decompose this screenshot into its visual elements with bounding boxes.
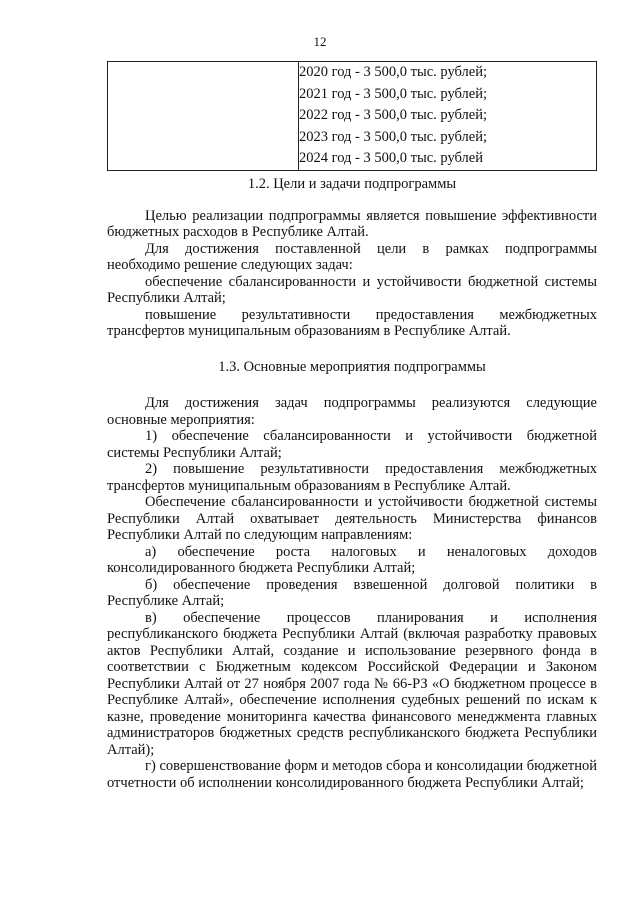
- paragraph: 2) повышение результативности предоставления межбюджетных трансфертов муниципальным образованиям в Республике Алтай.: [107, 461, 597, 494]
- paragraph: Целью реализации подпрограммы является повышение эффективности бюджетных расходов в Республике Алтай.: [107, 207, 597, 240]
- paragraph: б) обеспечение проведения взвешенной долговой политики в Республике Алтай;: [107, 576, 597, 609]
- page-number: 12: [313, 34, 327, 49]
- funding-line-2021: 2021 год - 3 500,0 тыс. рублей;: [299, 85, 487, 102]
- table-row: [108, 62, 597, 171]
- paragraph: повышение результативности предоставления межбюджетных трансфертов муниципальным образованиям в Республике Алтай.: [107, 306, 597, 339]
- funding-line-2020: 2020 год - 3 500,0 тыс. рублей;: [299, 64, 487, 80]
- section-heading-activities: 1.3. Основные мероприятия подпрограммы: [218, 358, 486, 375]
- paragraph: а) обеспечение роста налоговых и неналоговых доходов консолидированного бюджета Республики Алтай;: [107, 543, 597, 576]
- paragraph: обеспечение сбалансированности и устойчивости бюджетной системы Республики Алтай;: [107, 273, 597, 306]
- document-body: [107, 176, 597, 791]
- funding-line-2023: 2023 год - 3 500,0 тыс. рублей;: [299, 128, 487, 145]
- table-cell-empty: [108, 62, 299, 171]
- paragraph: 1) обеспечение сбалансированности и устойчивости бюджетной системы Республики Алтай;: [107, 428, 597, 461]
- table-cell-funding: [299, 62, 597, 171]
- funding-line-2022: 2022 год - 3 500,0 тыс. рублей;: [299, 107, 487, 124]
- paragraph: Для достижения поставленной цели в рамках подпрограммы необходимо решение следующих задач:: [107, 240, 597, 273]
- funding-table: [107, 61, 597, 171]
- section-heading-goals: 1.2. Цели и задачи подпрограммы: [247, 176, 457, 192]
- paragraph: в) обеспечение процессов планирования и исполнения республиканского бюджета Республики Алтай (включая разработку правовых актов Республики Алтай, создание и использование резервного фонда в соответствии с Бюджетным кодексом Российской Федерации и Законом Республики Алтай от 27 ноября 2007 года № 66-РЗ «О бюджетном процессе в Республике Алтай», обеспечение исполнения судебных решений по искам к казне, проведение мониторинга качества финансового менеджмента главных администраторов бюджетных средств республиканского бюджета Республики Алтай);: [107, 609, 597, 758]
- paragraph: Для достижения задач подпрограммы реализуются следующие основные мероприятия:: [107, 395, 597, 428]
- paragraph: г) совершенствование форм и методов сбора и консолидации бюджетной отчетности об исполнении консолидированного бюджета Республики Алтай;: [107, 758, 597, 791]
- funding-line-2024: 2024 год - 3 500,0 тыс. рублей: [299, 150, 483, 167]
- paragraph: Обеспечение сбалансированности и устойчивости бюджетной системы Республики Алтай охватывает деятельность Министерства финансов Республики Алтай по следующим направлениям:: [107, 494, 597, 543]
